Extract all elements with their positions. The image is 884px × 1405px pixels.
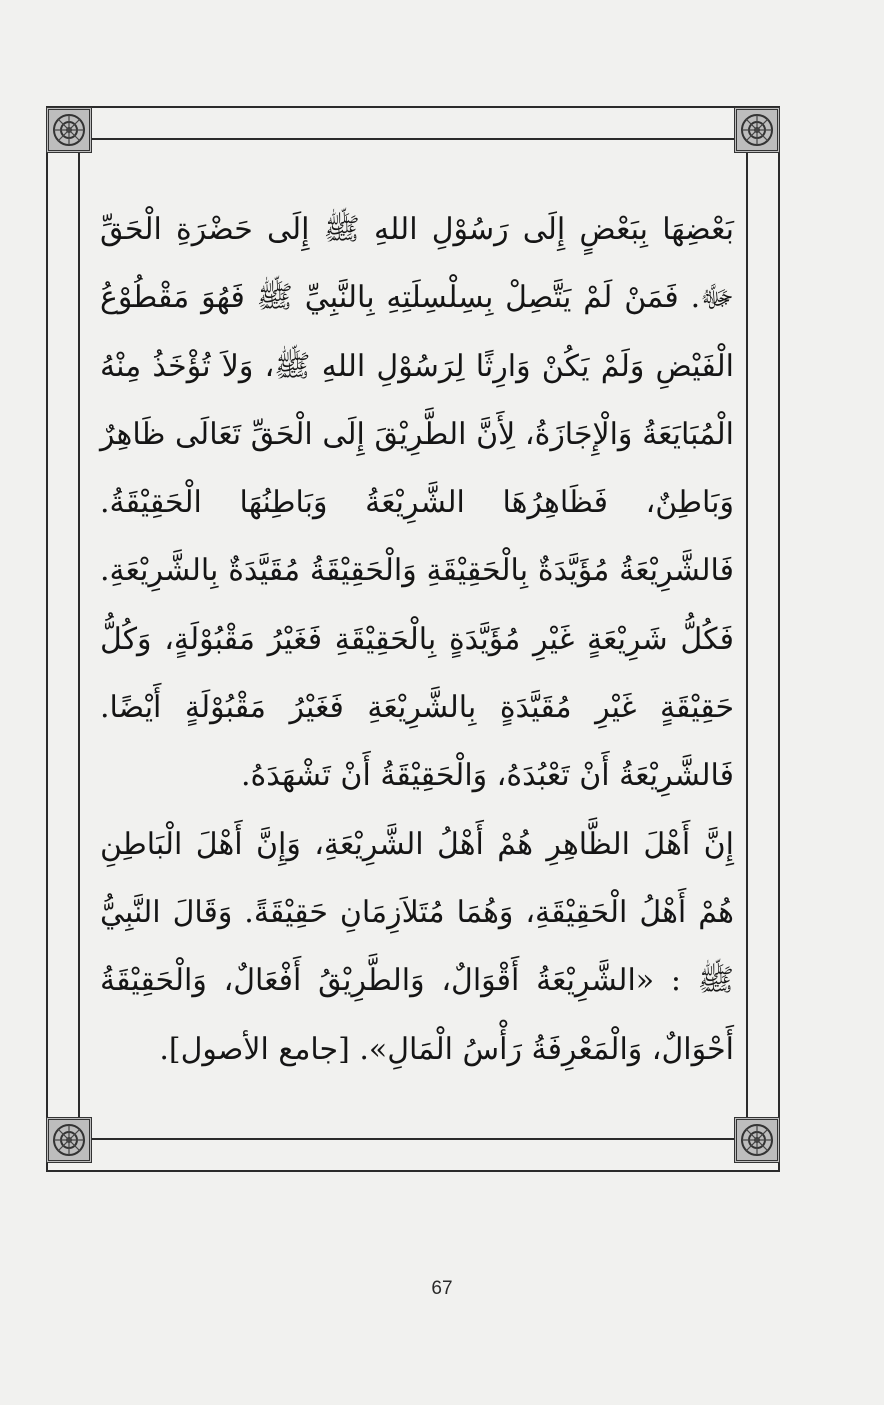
paragraph-1: بَعْضِهَا بِبَعْضٍ إِلَى رَسُوْلِ اللهِ ﷺ إِلَى حَضْرَةِ الْحَقِّ ﷻ. فَمَنْ لَمْ يَتَّصِلْ بِسِلْسِلَتِهِ بِالنَّبِيِّ ﷺ فَهُوَ مَقْطُوْعُ الْفَيْضِ وَلَمْ يَكُنْ وَارِثًا لِرَسُوْلِ اللهِ ﷺ، وَلاَ تُؤْخَذُ مِنْهُ الْمُبَايَعَةُ وَالْإِجَازَةُ، لِأَنَّ الطَّرِيْقَ إِلَى الْحَقِّ تَعَالَى ظَاهِرٌ وَبَاطِنٌ، فَظَاهِرُهَا الشَّرِيْعَةُ وَبَاطِنُهَا الْحَقِيْقَةُ. فَالشَّرِيْعَةُ مُؤَيَّدَةٌ بِالْحَقِيْقَةِ وَالْحَقِيْقَةُ مُقَيَّدَةٌ بِالشَّرِيْعَةِ. فَكُلُّ شَرِيْعَةٍ غَيْرِ مُؤَيَّدَةٍ بِالْحَقِيْقَةِ فَغَيْرُ مَقْبُوْلَةٍ، وَكُلُّ حَقِيْقَةٍ غَيْرِ مُقَيَّدَةٍ بِالشَّرِيْعَةِ فَغَيْرُ مَقْبُوْلَةٍ أَيْضًا. فَالشَّرِيْعَةُ أَنْ تَعْبُدَهُ، وَالْحَقِيْقَةُ أَنْ تَشْهَدَهُ. [100, 212, 734, 794]
paragraph-2: إِنَّ أَهْلَ الظَّاهِرِ هُمْ أَهْلُ الشَّرِيْعَةِ، وَإِنَّ أَهْلَ الْبَاطِنِ هُمْ أَهْلُ الْحَقِيْقَةِ، وَهُمَا مُتَلاَزِمَانِ حَقِيْقَةً. وَقَالَ النَّبِيُّ ﷺ : «الشَّرِيْعَةُ أَقْوَالٌ، وَالطَّرِيْقُ أَفْعَالٌ، وَالْحَقِيْقَةُ أَحْوَالٌ، وَالْمَعْرِفَةُ رَأْسُ الْمَالِ». [جامع الأصول]. [100, 826, 734, 1067]
page-body-text [100, 196, 734, 1084]
rosette-icon [46, 107, 92, 153]
rosette-icon [734, 1117, 780, 1163]
rosette-icon [46, 1117, 92, 1163]
page-number: 67 [431, 1278, 453, 1299]
rosette-icon [734, 107, 780, 153]
